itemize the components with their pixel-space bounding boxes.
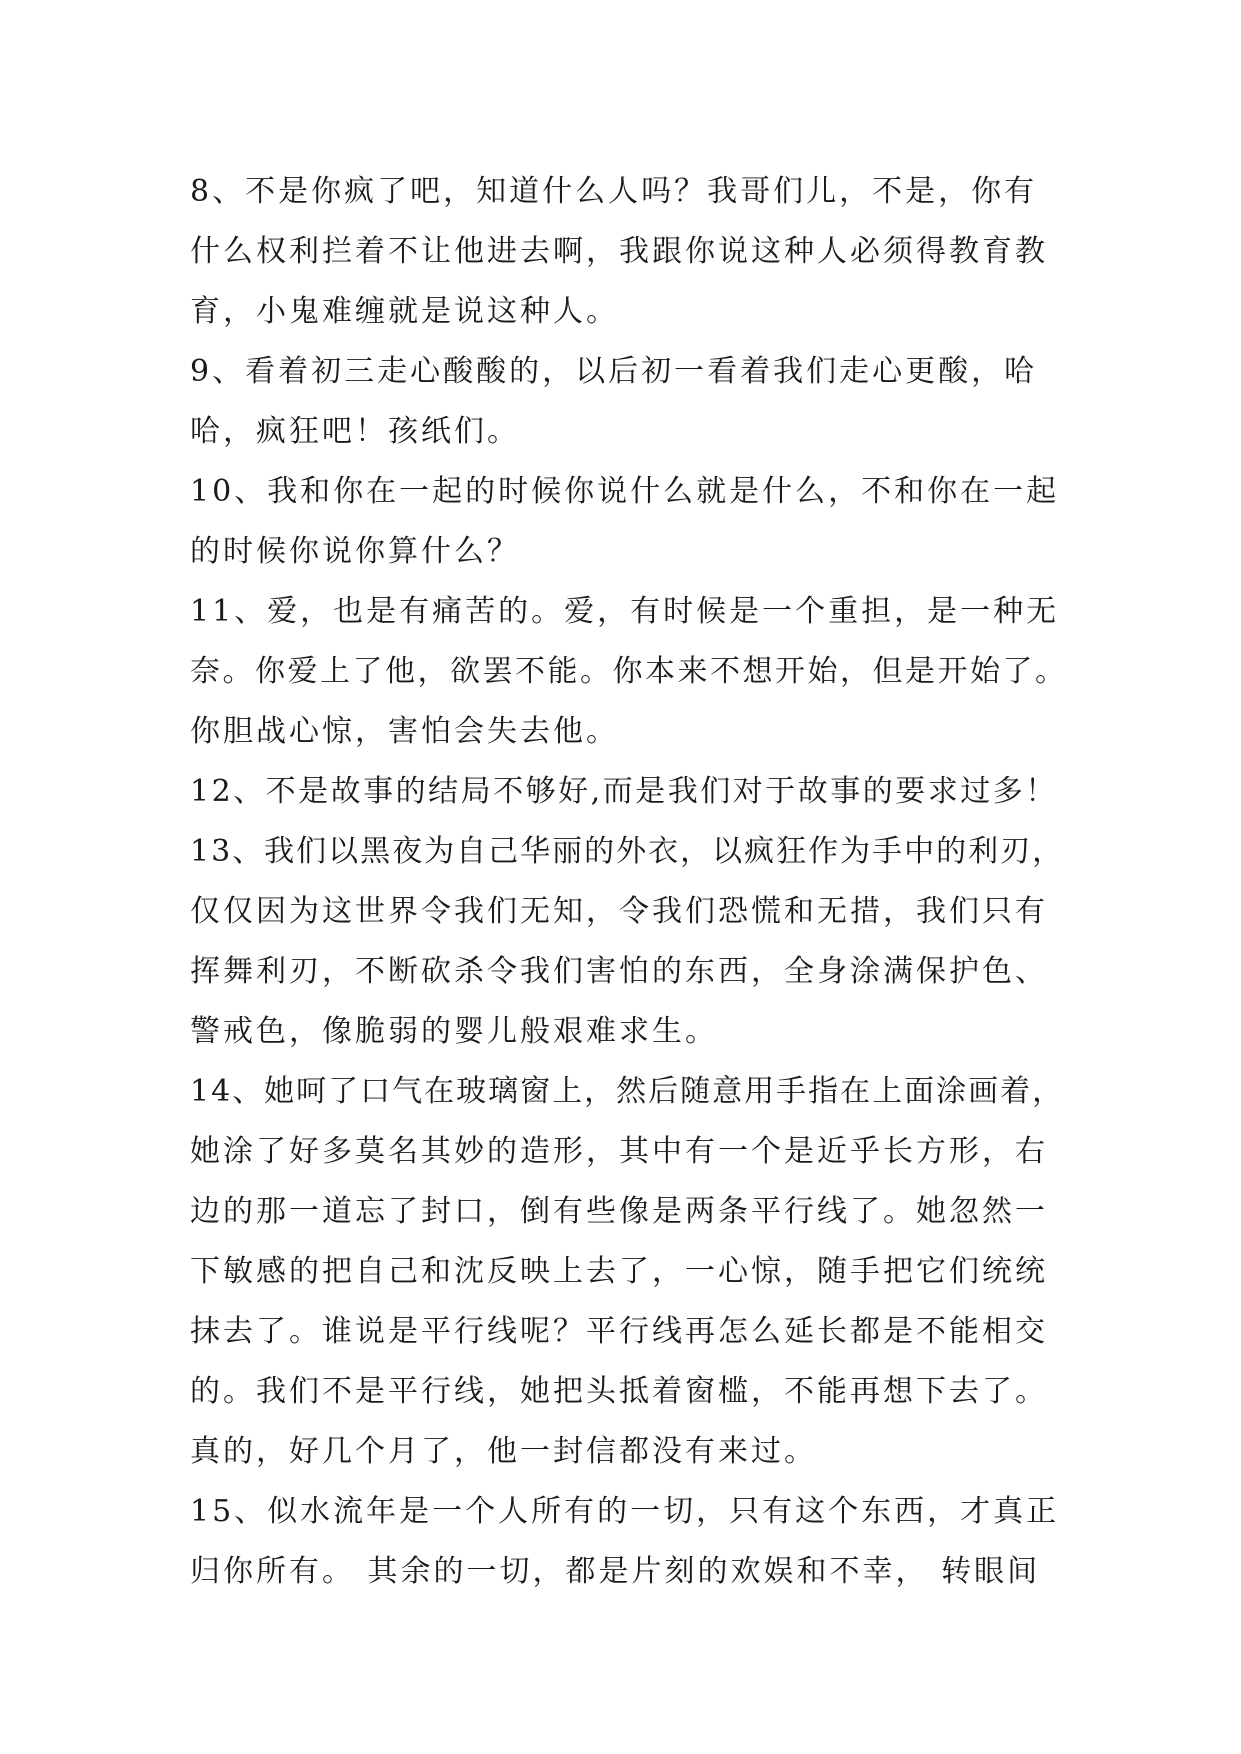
text-line: 仅仅因为这世界令我们无知，令我们恐慌和无措，我们只有 — [190, 894, 1048, 929]
text-line: 11、爱，也是有痛苦的。爱，有时候是一个重担，是一种无 — [190, 594, 1060, 629]
text-line: 10、我和你在一起的时候你说什么就是什么，不和你在一起 — [190, 474, 1060, 509]
text-line: 真的，好几个月了，他一封信都没有来过。 — [190, 1434, 817, 1469]
text-line: 的。我们不是平行线，她把头抵着窗槛，不能再想下去了。 — [190, 1374, 1048, 1409]
text-line: 什么权利拦着不让他进去啊，我跟你说这种人必须得教育教 — [190, 234, 1048, 269]
text-line: 抹去了。谁说是平行线呢？平行线再怎么延长都是不能相交 — [190, 1314, 1048, 1349]
document-body — [190, 162, 1070, 1602]
text-line: 育，小鬼难缠就是说这种人。 — [190, 294, 619, 329]
text-line: 下敏感的把自己和沈反映上去了，一心惊，随手把它们统统 — [190, 1254, 1048, 1289]
text-line: 奈。你爱上了他，欲罢不能。你本来不想开始，但是开始了。 — [190, 654, 1068, 689]
text-line: 你胆战心惊，害怕会失去他。 — [190, 714, 619, 749]
text-line: 13、我们以黑夜为自己华丽的外衣，以疯狂作为手中的利刃， — [190, 834, 1065, 869]
text-line: 哈，疯狂吧！孩纸们。 — [190, 414, 520, 449]
text-line: 8、不是你疯了吧，知道什么人吗？我哥们儿，不是，你有 — [190, 174, 1038, 209]
text-line: 挥舞利刃，不断砍杀令我们害怕的东西，全身涂满保护色、 — [190, 954, 1048, 989]
text-line: 边的那一道忘了封口，倒有些像是两条平行线了。她忽然一 — [190, 1194, 1048, 1229]
text-line: 9、看着初三走心酸酸的，以后初一看着我们走心更酸，哈 — [190, 354, 1038, 389]
text-line: 归你所有。 其余的一切，都是片刻的欢娱和不幸， 转眼间 — [190, 1554, 1041, 1589]
text-line: 15、似水流年是一个人所有的一切，只有这个东西，才真正 — [190, 1494, 1060, 1529]
text-line: 14、她呵了口气在玻璃窗上，然后随意用手指在上面涂画着， — [190, 1074, 1065, 1109]
text-line: 她涂了好多莫名其妙的造形，其中有一个是近乎长方形，右 — [190, 1134, 1048, 1169]
text-line: 12、不是故事的结局不够好,而是我们对于故事的要求过多！ — [190, 774, 1058, 809]
text-line: 警戒色，像脆弱的婴儿般艰难求生。 — [190, 1014, 718, 1049]
text-line: 的时候你说你算什么？ — [190, 534, 520, 569]
